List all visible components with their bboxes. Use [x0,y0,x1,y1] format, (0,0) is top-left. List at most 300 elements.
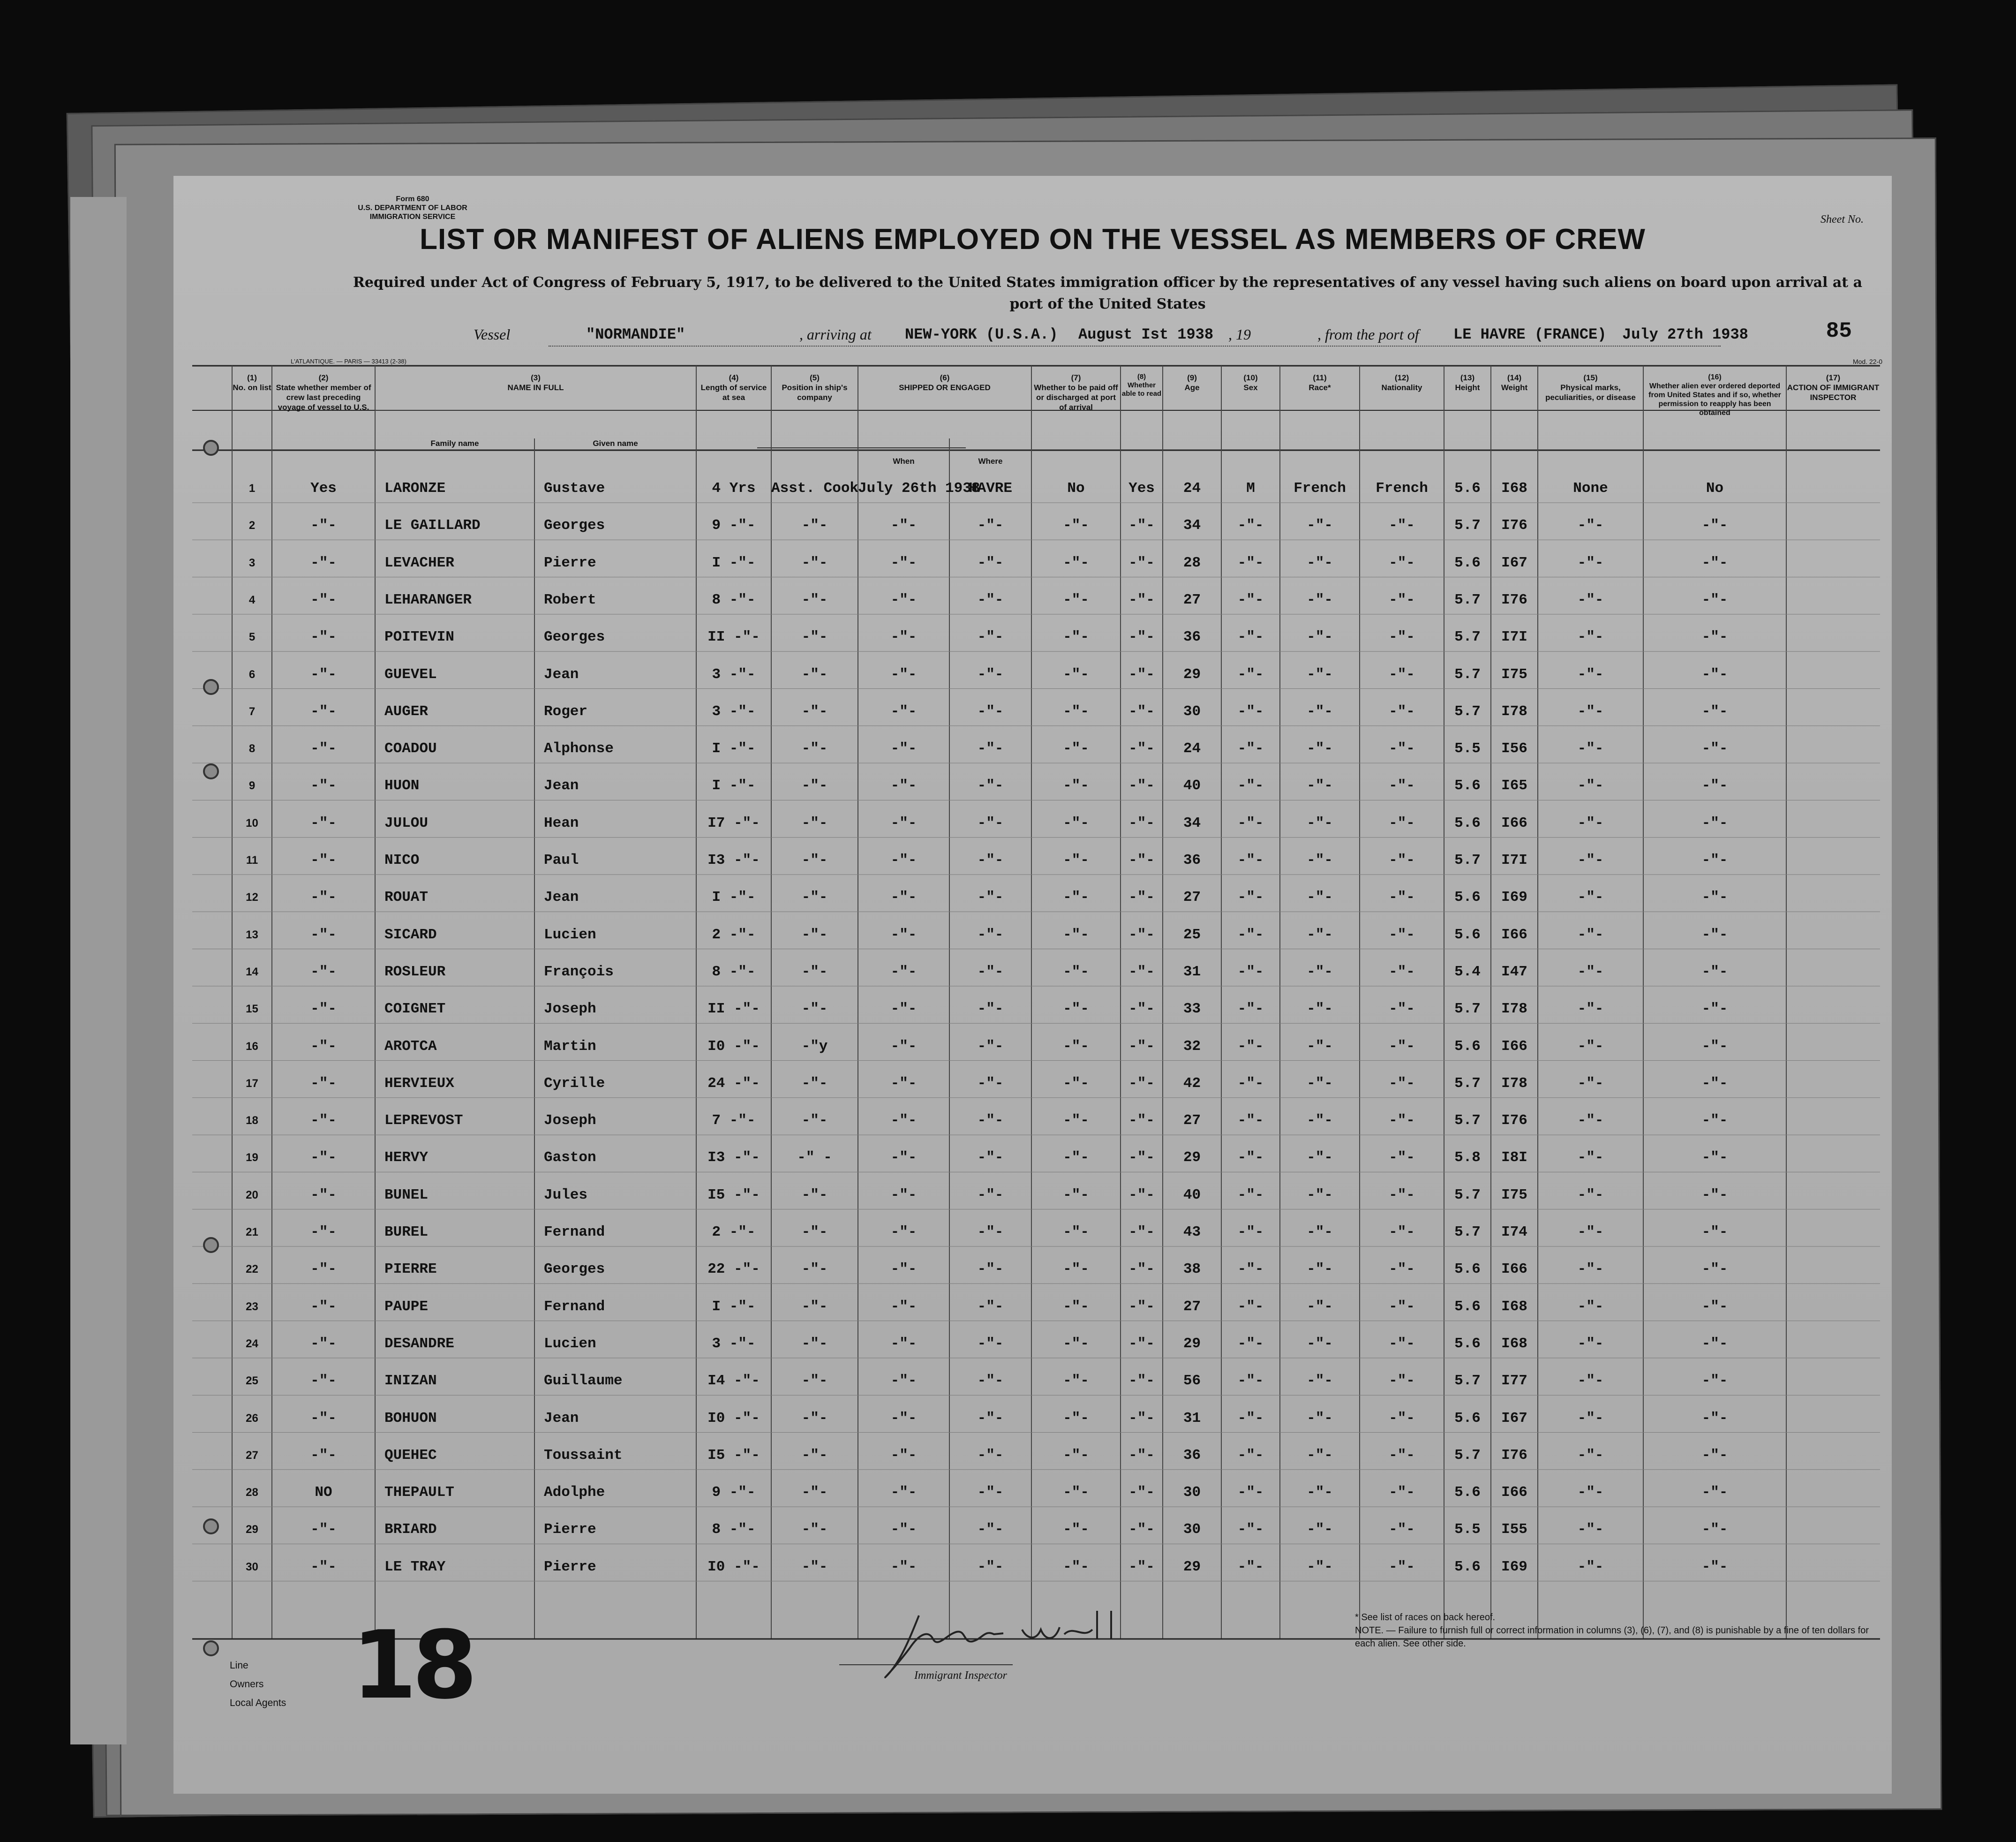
col-header-marks [1538,373,1643,402]
col-label-6: SHIPPED OR ENGAGED [899,383,991,392]
cell-prev: NO [315,1484,332,1501]
cell-no: 15 [246,1003,258,1016]
cell-race: -"- [1307,591,1333,608]
cell-read: -"- [1128,889,1155,906]
cell-prev: -"- [310,1298,337,1315]
cell-marks: -"- [1577,815,1604,831]
cell-sex: -"- [1237,1410,1264,1427]
cell-no: 27 [246,1449,258,1462]
col-num-16: (16) [1708,373,1722,381]
cell-height: 5.6 [1454,926,1481,943]
cell-where: -"- [977,1224,1004,1240]
cell-where: -"- [977,815,1004,831]
cell-read: -"- [1128,1373,1155,1389]
cell-prev: -"- [310,740,337,757]
cell-no: 22 [246,1263,258,1276]
cell-weight: I8I [1501,1149,1527,1166]
cell-sex: -"- [1237,1373,1264,1389]
cell-marks: -"- [1577,1112,1604,1129]
cell-height: 5.6 [1454,1298,1481,1315]
cell-read: -"- [1128,517,1155,534]
cell-where: -"- [977,1186,1004,1203]
cell-age: 28 [1183,554,1201,571]
arrival-port: NEW-YORK (U.S.A.) [905,326,1058,343]
from-port-label: , from the port of [1317,326,1419,343]
cell-when: -"- [890,1186,917,1203]
cell-read: -"- [1128,1410,1155,1427]
cell-family: PIERRE [384,1261,437,1278]
cell-sex: -"- [1237,666,1264,683]
cell-race: -"- [1307,1484,1333,1501]
cell-no: 28 [246,1486,258,1499]
cell-nat: -"- [1389,517,1415,534]
cell-nat: -"- [1389,1224,1415,1240]
cell-when: -"- [890,1373,917,1389]
cell-no: 13 [246,928,258,941]
cell-nat: French [1376,480,1428,497]
table-row [173,1441,1892,1473]
cell-family: ROSLEUR [384,963,446,980]
cell-race: -"- [1307,1149,1333,1166]
cell-when: -"- [890,1484,917,1501]
cell-height: 5.7 [1454,1373,1481,1389]
cell-read: -"- [1128,1001,1155,1018]
cell-read: -"- [1128,1149,1155,1166]
cell-where: HAVRE [968,480,1012,497]
table-row [173,734,1892,767]
cell-height: 5.6 [1454,815,1481,831]
cell-given: Jean [544,666,579,683]
table-row [173,1552,1892,1585]
cell-height: 5.4 [1454,963,1481,980]
cell-marks: -"- [1577,1410,1604,1427]
cell-family: LE GAILLARD [384,517,481,534]
cell-age: 42 [1183,1075,1201,1092]
cell-service: I0 -"- [707,1410,760,1427]
cell-service: 2 -"- [712,926,756,943]
cell-race: -"- [1307,1521,1333,1538]
cell-paid: -"- [1063,703,1089,720]
cell-service: I5 -"- [707,1447,760,1464]
cell-race: -"- [1307,1038,1333,1055]
col-header-name [375,373,696,393]
cell-nat: -"- [1389,1558,1415,1575]
cell-service: 7 -"- [712,1112,756,1129]
cell-height: 5.7 [1454,1001,1481,1018]
cell-when: -"- [890,1224,917,1240]
cell-height: 5.7 [1454,1224,1481,1240]
cell-marks: -"- [1577,1558,1604,1575]
cell-position: -"- [801,815,828,831]
cell-race: -"- [1307,778,1333,794]
cell-deported: -"- [1701,1186,1728,1203]
cell-marks: -"- [1577,1335,1604,1352]
arrival-date: August Ist 1938 [1078,326,1214,343]
cell-read: -"- [1128,1447,1155,1464]
cell-paid: -"- [1063,1149,1089,1166]
table-row [173,585,1892,618]
cell-age: 36 [1183,852,1201,868]
cell-nat: -"- [1389,591,1415,608]
cell-when: -"- [890,1038,917,1055]
cell-where: -"- [977,1075,1004,1092]
cell-nat: -"- [1389,1186,1415,1203]
cell-service: 8 -"- [712,963,756,980]
cell-prev: -"- [310,1224,337,1240]
col-header-when: When [893,457,915,466]
cell-nat: -"- [1389,1112,1415,1129]
form-identifier [342,195,483,221]
col-label-4: Length of service at sea [700,383,767,402]
cell-height: 5.7 [1454,852,1481,868]
cell-height: 5.7 [1454,666,1481,683]
col-header-family-name: Family name [430,439,479,448]
table-row [173,883,1892,915]
col-label-1: No. on list [233,383,271,392]
cell-weight: I78 [1501,703,1527,720]
cell-marks: -"- [1577,1075,1604,1092]
cell-family: POITEVIN [384,629,454,646]
cell-deported: -"- [1701,1558,1728,1575]
cell-weight: I66 [1501,926,1527,943]
cell-prev: -"- [310,554,337,571]
cell-position: -"- [801,778,828,794]
cell-read: -"- [1128,1075,1155,1092]
cell-deported: -"- [1701,926,1728,943]
cell-service: I4 -"- [707,1373,760,1389]
cell-sex: -"- [1237,1447,1264,1464]
cell-sex: -"- [1237,963,1264,980]
cell-paid: -"- [1063,1558,1089,1575]
cell-when: -"- [890,852,917,868]
cell-where: -"- [977,1373,1004,1389]
form-number: Form 680 [396,195,429,203]
cell-where: -"- [977,740,1004,757]
cell-where: -"- [977,1335,1004,1352]
cell-family: HUON [384,778,420,794]
cell-given: Alphonse [544,740,614,757]
cell-paid: -"- [1063,778,1089,794]
cell-family: BRIARD [384,1521,437,1538]
cell-age: 33 [1183,1001,1201,1018]
cell-position: -"- [801,1224,828,1240]
cell-age: 34 [1183,815,1201,831]
cell-nat: -"- [1389,1447,1415,1464]
cell-sex: -"- [1237,1075,1264,1092]
cell-read: -"- [1128,1112,1155,1129]
cell-nat: -"- [1389,1298,1415,1315]
cell-where: -"- [977,1298,1004,1315]
footnote [1355,1611,1871,1650]
table-row [173,548,1892,581]
table-row [173,957,1892,990]
cell-no: 2 [248,519,256,532]
cell-position: -"- [801,740,828,757]
cell-sex: -"- [1237,778,1264,794]
cell-nat: -"- [1389,1373,1415,1389]
cell-deported: -"- [1701,1224,1728,1240]
cell-height: 5.6 [1454,554,1481,571]
cell-prev: -"- [310,517,337,534]
cell-marks: -"- [1577,591,1604,608]
arriving-label: , arriving at [799,326,872,343]
cell-weight: I47 [1501,963,1527,980]
cell-given: Joseph [544,1001,596,1018]
binding-edge [70,197,127,1744]
col-header-given-name: Given name [593,439,638,448]
col-label-15: Physical marks, peculiarities, or disease [1545,383,1636,402]
cell-prev: -"- [310,1075,337,1092]
cell-height: 5.7 [1454,1075,1481,1092]
cell-read: -"- [1128,1261,1155,1278]
cell-when: July 26th 1938 [858,480,980,497]
cell-service: 9 -"- [712,517,756,534]
line-label: Line [230,1660,248,1671]
cell-weight: I76 [1501,517,1527,534]
cell-height: 5.5 [1454,740,1481,757]
col-num-15: (15) [1583,373,1598,382]
cell-deported: -"- [1701,1373,1728,1389]
cell-age: 25 [1183,926,1201,943]
col-num-2: (2) [318,373,329,382]
table-row [173,1329,1892,1362]
cell-family: LARONZE [384,480,446,497]
cell-height: 5.6 [1454,1484,1481,1501]
cell-given: Toussaint [544,1447,623,1464]
cell-weight: I76 [1501,1112,1527,1129]
cell-when: -"- [890,1521,917,1538]
cell-read: -"- [1128,1521,1155,1538]
cell-read: -"- [1128,1335,1155,1352]
cell-race: -"- [1307,963,1333,980]
cell-sex: -"- [1237,1038,1264,1055]
cell-weight: I75 [1501,1186,1527,1203]
cell-where: -"- [977,778,1004,794]
cell-deported: -"- [1701,1149,1728,1166]
col-label-14: Weight [1501,383,1528,392]
cell-no: 19 [246,1151,258,1164]
cell-paid: -"- [1063,1261,1089,1278]
cell-service: I0 -"- [707,1038,760,1055]
cell-weight: I69 [1501,1558,1527,1575]
cell-prev: -"- [310,778,337,794]
cell-marks: -"- [1577,1261,1604,1278]
cell-family: HERVIEUX [384,1075,454,1092]
cell-nat: -"- [1389,1001,1415,1018]
cell-service: I5 -"- [707,1186,760,1203]
cell-weight: I77 [1501,1373,1527,1389]
cell-no: 20 [246,1188,258,1201]
local-agents-label: Local Agents [230,1698,286,1708]
cell-age: 56 [1183,1373,1201,1389]
col-num-5: (5) [810,373,820,382]
cell-family: HERVY [384,1149,429,1166]
cell-given: Joseph [544,1112,596,1129]
cell-when: -"- [890,926,917,943]
cell-prev: -"- [310,703,337,720]
cell-paid: -"- [1063,815,1089,831]
table-row [173,1478,1892,1510]
cell-age: 30 [1183,1521,1201,1538]
col-num-4: (4) [729,373,739,382]
cell-family: LEHARANGER [384,591,472,608]
cell-prev: -"- [310,1335,337,1352]
cell-weight: I65 [1501,778,1527,794]
cell-given: Paul [544,852,579,868]
cell-paid: -"- [1063,740,1089,757]
cell-family: INIZAN [384,1373,437,1389]
cell-deported: -"- [1701,1335,1728,1352]
cell-marks: -"- [1577,963,1604,980]
cell-nat: -"- [1389,963,1415,980]
cell-when: -"- [890,629,917,646]
cell-marks: -"- [1577,889,1604,906]
table-row [173,1515,1892,1548]
cell-position: -"- [801,1001,828,1018]
col-label-16: Whether alien ever ordered deported from United States and if so, whether permission to reapply has been obtained [1648,382,1781,417]
cell-race: -"- [1307,1001,1333,1018]
cell-marks: -"- [1577,1001,1604,1018]
col-label-2: State whether member of crew last preceding voyage of vessel to U.S. [276,383,371,412]
cell-prev: -"- [310,1373,337,1389]
cell-where: -"- [977,1112,1004,1129]
cell-given: Pierre [544,1521,596,1538]
cell-weight: I74 [1501,1224,1527,1240]
cell-family: QUEHEC [384,1447,437,1464]
col-num-1: (1) [247,373,257,382]
cell-family: COADOU [384,740,437,757]
table-row [173,660,1892,693]
departure-port: LE HAVRE (FRANCE) [1453,326,1607,343]
cell-given: Hean [544,815,579,831]
cell-race: -"- [1307,1335,1333,1352]
cell-height: 5.6 [1454,1335,1481,1352]
cell-position: -"- [801,852,828,868]
cell-service: 4 Yrs [712,480,756,497]
cell-age: 36 [1183,1447,1201,1464]
cell-where: -"- [977,1484,1004,1501]
table-row [173,1217,1892,1250]
cell-deported: -"- [1701,1001,1728,1018]
cell-service: 9 -"- [712,1484,756,1501]
cell-service: I0 -"- [707,1558,760,1575]
cell-when: -"- [890,889,917,906]
cell-nat: -"- [1389,1521,1415,1538]
cell-no: 5 [248,631,256,644]
cell-position: -"- [801,666,828,683]
cell-read: Yes [1128,480,1155,497]
cell-marks: -"- [1577,778,1604,794]
cell-given: Jean [544,889,579,906]
cell-family: LEVACHER [384,554,454,571]
cell-service: I -"- [712,740,756,757]
cell-no: 8 [248,742,256,755]
cell-read: -"- [1128,1038,1155,1055]
cell-age: 27 [1183,1112,1201,1129]
cell-family: JULOU [384,815,429,831]
cell-given: Roger [544,703,588,720]
cell-given: Georges [544,1261,605,1278]
cell-nat: -"- [1389,1038,1415,1055]
cell-sex: -"- [1237,815,1264,831]
col-header-position [771,373,858,402]
cell-marks: -"- [1577,1521,1604,1538]
cell-marks: -"- [1577,852,1604,868]
cell-deported: -"- [1701,554,1728,571]
cell-position: -"- [801,629,828,646]
cell-where: -"- [977,1038,1004,1055]
cell-family: NICO [384,852,420,868]
page-title: LIST OR MANIFEST OF ALIENS EMPLOYED ON THE VESSEL AS MEMBERS OF CREW [420,223,1646,256]
cell-height: 5.6 [1454,480,1481,497]
cell-race: -"- [1307,740,1333,757]
cell-family: DESANDRE [384,1335,454,1352]
cell-nat: -"- [1389,629,1415,646]
cell-position: -"- [801,1186,828,1203]
cell-marks: -"- [1577,1224,1604,1240]
col-label-12: Nationality [1381,383,1422,392]
cell-sex: -"- [1237,554,1264,571]
cell-read: -"- [1128,815,1155,831]
cell-when: -"- [890,740,917,757]
cell-position: -"- [801,1112,828,1129]
service-name: IMMIGRATION SERVICE [369,213,456,221]
cell-where: -"- [977,554,1004,571]
cell-weight: I66 [1501,815,1527,831]
col-header-weight [1491,373,1538,393]
cell-height: 5.7 [1454,1447,1481,1464]
cell-no: 16 [246,1040,258,1053]
cell-where: -"- [977,1261,1004,1278]
cell-read: -"- [1128,1224,1155,1240]
cell-nat: -"- [1389,1335,1415,1352]
cell-where: -"- [977,703,1004,720]
cell-weight: I67 [1501,1410,1527,1427]
col-label-17: ACTION OF IMMIGRANT INSPECTOR [1787,383,1880,402]
cell-no: 3 [248,556,256,569]
cell-position: -"- [801,1373,828,1389]
col-label-11: Race* [1309,383,1331,392]
col-header-height [1444,373,1491,393]
cell-read: -"- [1128,591,1155,608]
col-num-10: (10) [1243,373,1258,382]
cell-when: -"- [890,666,917,683]
cell-where: -"- [977,1521,1004,1538]
cell-deported: -"- [1701,1410,1728,1427]
cell-read: -"- [1128,740,1155,757]
cell-age: 40 [1183,1186,1201,1203]
cell-nat: -"- [1389,554,1415,571]
cell-height: 5.7 [1454,1186,1481,1203]
cell-given: Pierre [544,1558,596,1575]
cell-marks: -"- [1577,1038,1604,1055]
cell-age: 32 [1183,1038,1201,1055]
col-num-11: (11) [1313,373,1327,382]
cell-deported: -"- [1701,778,1728,794]
cell-read: -"- [1128,963,1155,980]
cell-deported: -"- [1701,852,1728,868]
cell-paid: -"- [1063,1186,1089,1203]
col-header-age [1163,373,1221,393]
col-header-race [1280,373,1360,393]
cell-height: 5.7 [1454,517,1481,534]
cell-paid: No [1067,480,1085,497]
cell-height: 5.6 [1454,1558,1481,1575]
cell-deported: -"- [1701,703,1728,720]
cell-given: Gustave [544,480,605,497]
cell-service: II -"- [707,1001,760,1018]
cell-age: 29 [1183,1149,1201,1166]
